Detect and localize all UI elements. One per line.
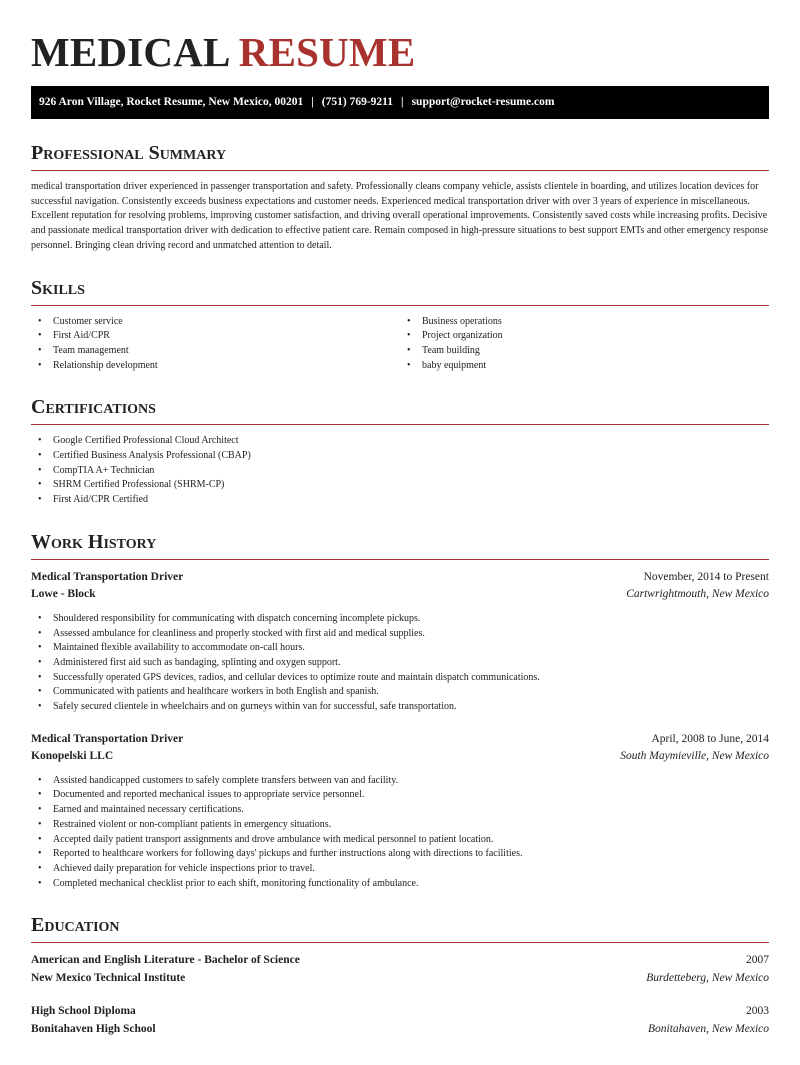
job-entry (31, 569, 769, 715)
email: support@rocket-resume.com (411, 96, 555, 108)
title-part2: RESUME (238, 29, 416, 75)
certification-item: • Google Certified Professional Cloud Architect (31, 434, 769, 449)
resume (0, 30, 800, 1038)
job-bullet: • Communicated with patients and healthcare workers in both English and spanish. (31, 685, 769, 700)
job-bullet: • Assisted handicapped customers to safely complete transfers between van and facility. (31, 774, 769, 789)
skills-right (400, 315, 769, 374)
address: 926 Aron Village, Rocket Resume, New Mexico, 00201 (39, 96, 304, 108)
school: New Mexico Technical Institute (31, 971, 186, 984)
skill-item: • Business operations (400, 315, 769, 330)
section-heading: Skills (31, 276, 769, 306)
job-dates: November, 2014 to Present (643, 570, 769, 583)
job-entry (31, 731, 769, 892)
skill-item: • Project organization (400, 329, 769, 344)
education-year: 2003 (746, 1005, 769, 1018)
skill-item: • First Aid/CPR (31, 329, 400, 344)
job-bullet: • Assessed ambulance for cleanliness and properly stocked with first aid and medical supplies. (31, 627, 769, 642)
job-bullet: • Achieved daily preparation for vehicle inspections prior to travel. (31, 862, 769, 877)
certification-item: • CompTIA A+ Technician (31, 464, 769, 479)
summary-section (31, 141, 769, 254)
job-bullet: • Restrained violent or non-compliant patients in emergency situations. (31, 818, 769, 833)
education-year: 2007 (746, 954, 769, 967)
certifications-section (31, 395, 769, 508)
summary-text: medical transportation driver experienced in passenger transportation and safety. Professionally cleans company vehicle, assists clientele in boarding, and utilizes location devices for successful navigation. Consistently exceeds business expectations and customer needs. Experienced medical transportation driver with over 3 years of experience in miscellaneous. Excellent reputation for resolving problems, improving customer satisfaction, and driving overall operational improvements. Consistently saved costs while increasing profits. Decisive and passionate medical transportation driver with dedication to effective patient care. Remain composed in high-pressure situations to best support EMTs and other emergency response personnel. Bringing clean driving record and unmatched attention to detail. (31, 181, 769, 251)
job-bullet: • Accepted daily patient transport assignments and drove ambulance with medical personnel to patient location. (31, 833, 769, 848)
certification-item: • Certified Business Analysis Professional (CBAP) (31, 449, 769, 464)
school-location: Burdetteberg, New Mexico (646, 971, 769, 984)
job-bullet: • Administered first aid such as bandaging, splinting and oxygen support. (31, 656, 769, 671)
job-location: South Maymieville, New Mexico (620, 750, 769, 763)
job-bullet: • Documented and reported mechanical issues to appropriate service personnel. (31, 788, 769, 803)
section-heading: Certifications (31, 395, 769, 425)
work-history-section (31, 530, 769, 892)
job-location: Cartwrightmouth, New Mexico (626, 588, 769, 601)
job-bullet: • Earned and maintained necessary certifications. (31, 803, 769, 818)
job-bullet: • Completed mechanical checklist prior to each shift, monitoring functionality of ambulance. (31, 877, 769, 892)
resume-title (31, 30, 769, 74)
job-bullet: • Safely secured clientele in wheelchairs and on gurneys within van for successful, safe transportation. (31, 700, 769, 715)
phone: (751) 769-9211 (321, 96, 394, 108)
job-title: Medical Transportation Driver (31, 570, 184, 583)
skill-item: • Customer service (31, 315, 400, 330)
job-bullet: • Maintained flexible availability to accommodate on-call hours. (31, 641, 769, 656)
separator: | (311, 96, 314, 108)
certification-item: • SHRM Certified Professional (SHRM-CP) (31, 478, 769, 493)
degree: American and English Literature - Bachelor of Science (31, 954, 300, 967)
section-heading: Education (31, 913, 769, 943)
contact-bar (31, 86, 769, 119)
job-bullet: • Reported to healthcare workers for following days' pickups and further instructions along with directions to facilities. (31, 847, 769, 862)
job-bullet: • Shouldered responsibility for communicating with dispatch concerning incomplete pickups. (31, 612, 769, 627)
section-heading: Work History (31, 530, 769, 560)
job-bullet: • Successfully operated GPS devices, radios, and cellular devices to optimize route and maintain dispatch communications. (31, 671, 769, 686)
separator: | (401, 96, 404, 108)
skill-item: • Team management (31, 344, 400, 359)
skill-item: • Relationship development (31, 359, 400, 374)
section-heading: Professional Summary (31, 141, 769, 171)
skills-section (31, 276, 769, 374)
skills-left (31, 315, 400, 374)
job-dates: April, 2008 to June, 2014 (651, 732, 769, 745)
degree: High School Diploma (31, 1005, 136, 1018)
title-part1: MEDICAL (31, 29, 229, 75)
company: Lowe - Block (31, 588, 96, 601)
education-section (31, 913, 769, 1038)
skill-item: • Team building (400, 344, 769, 359)
school: Bonitahaven High School (31, 1022, 156, 1035)
certification-item: • First Aid/CPR Certified (31, 493, 769, 508)
school-location: Bonitahaven, New Mexico (647, 1022, 769, 1035)
job-title: Medical Transportation Driver (31, 732, 184, 745)
company: Konopelski LLC (31, 750, 114, 763)
education-entry (31, 1003, 769, 1038)
education-entry (31, 952, 769, 987)
skill-item: • baby equipment (400, 359, 769, 374)
